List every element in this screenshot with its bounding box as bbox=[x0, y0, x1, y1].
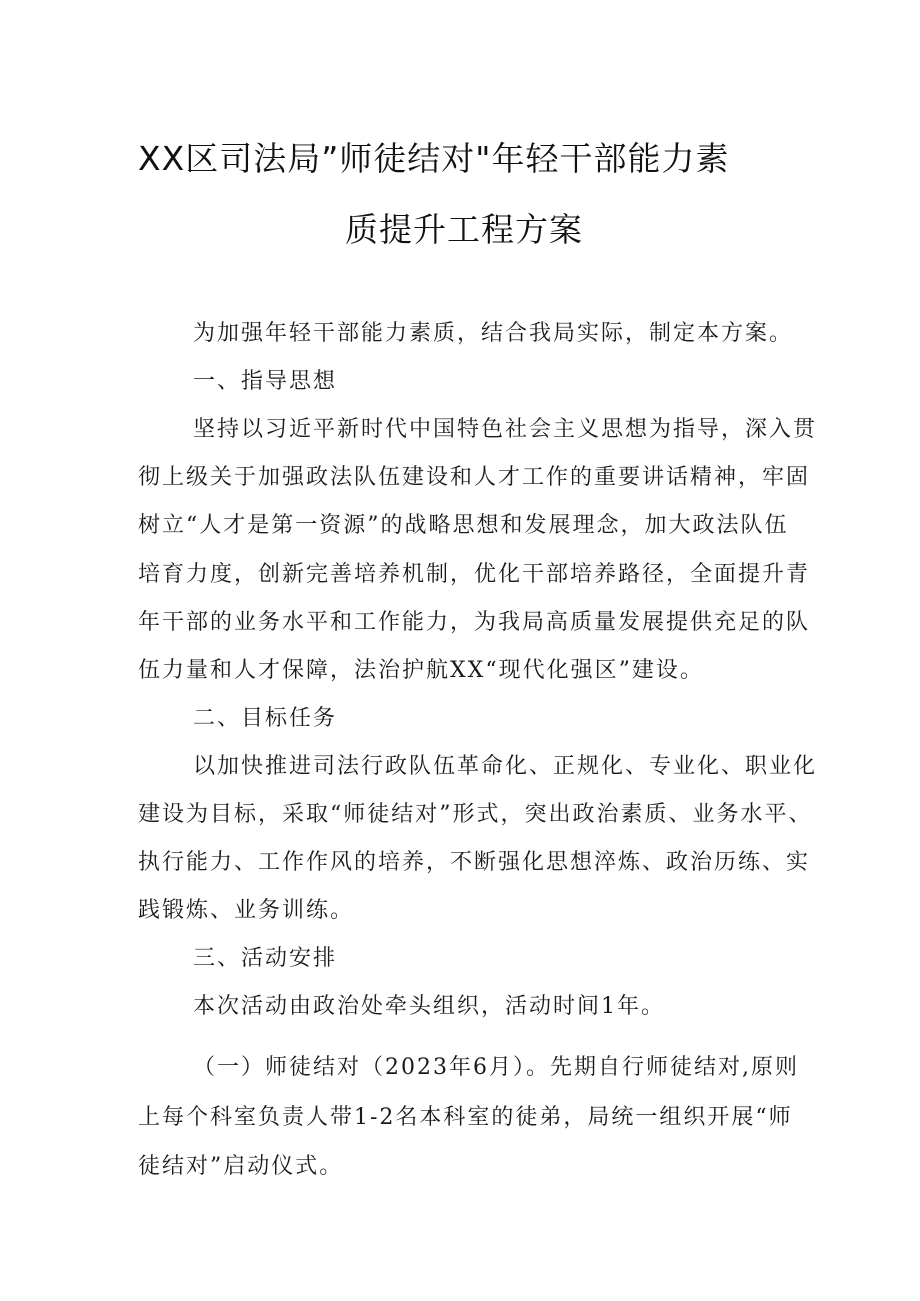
paragraph-line: （一）师徒结对（2023年6月）。先期自行师徒结对,原则 bbox=[193, 1055, 799, 1080]
paragraph-line: 本次活动由政治处牵头组织，活动时间1年。 bbox=[193, 994, 665, 1019]
paragraph-line: 伍力量和人才保障，法治护航XX“现代化强区”建设。 bbox=[138, 658, 704, 683]
paragraph-line: 树立“人才是第一资源”的战略思想和发展理念，加大政法队伍 bbox=[138, 513, 789, 538]
document-title-line-1: XX区司法局”师徒结对"年轻干部能力素 bbox=[138, 139, 730, 178]
intro-paragraph: 为加强年轻干部能力素质，结合我局实际，制定本方案。 bbox=[193, 321, 794, 346]
paragraph-line: 徒结对”启动仪式。 bbox=[138, 1154, 344, 1179]
paragraph-line: 坚持以习近平新时代中国特色社会主义思想为指导，深入贯 bbox=[193, 417, 818, 442]
section-heading-guiding-thought: 一、指导思想 bbox=[193, 369, 338, 394]
section-heading-goals: 二、目标任务 bbox=[193, 706, 338, 731]
paragraph-line: 建设为目标，采取“师徒结对”形式，突出政治素质、业务水平、 bbox=[138, 802, 813, 827]
paragraph-line: 彻上级关于加强政法队伍建设和人才工作的重要讲话精神，牢固 bbox=[138, 465, 811, 490]
section-heading-activities: 三、活动安排 bbox=[193, 946, 338, 971]
paragraph-line: 年干部的业务水平和工作能力，为我局高质量发展提供充足的队 bbox=[138, 610, 811, 635]
paragraph-line: 上每个科室负责人带1-2名本科室的徒弟，局统一组织开展“师 bbox=[138, 1105, 793, 1130]
paragraph-line: 践锻炼、业务训练。 bbox=[138, 898, 355, 923]
paragraph-line: 执行能力、工作作风的培养，不断强化思想淬炼、政治历练、实 bbox=[138, 850, 811, 875]
paragraph-line: 培育力度，创新完善培养机制，优化干部培养路径，全面提升青 bbox=[138, 562, 811, 587]
paragraph-line: 以加快推进司法行政队伍革命化、正规化、专业化、职业化 bbox=[193, 754, 818, 779]
document-title-line-2: 质提升工程方案 bbox=[345, 210, 583, 249]
